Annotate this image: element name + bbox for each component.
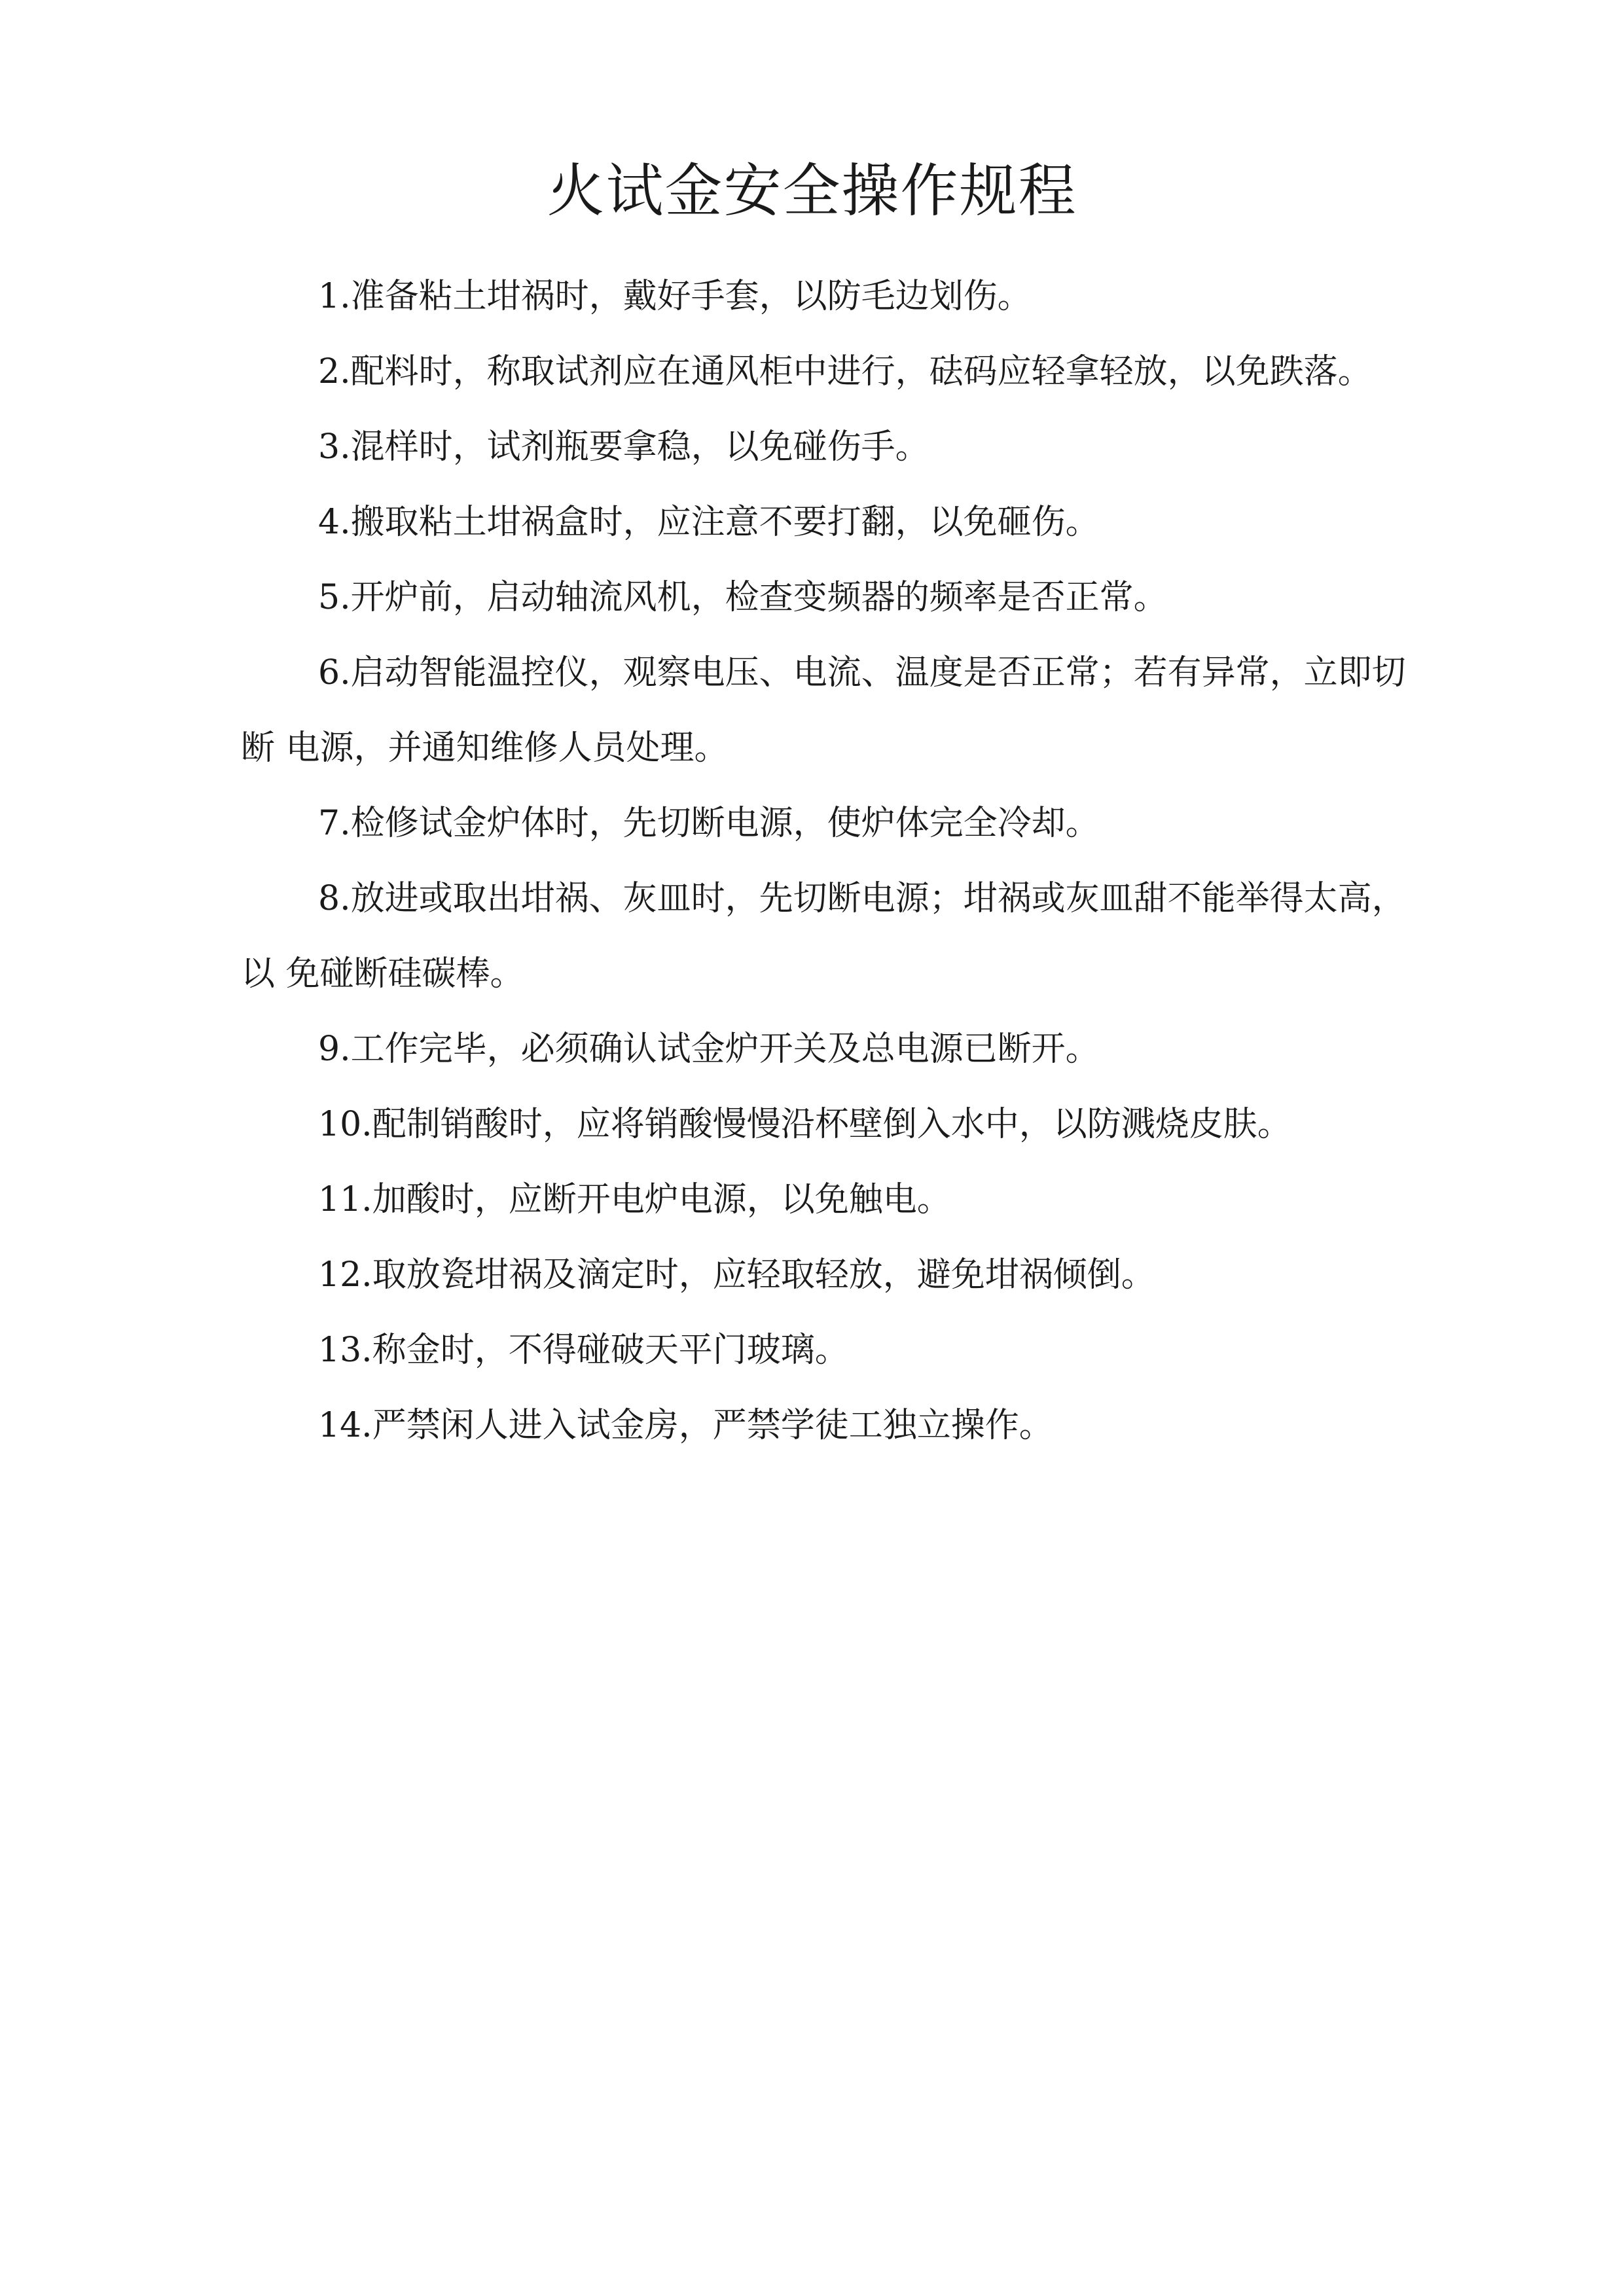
rule-item-7: 7.检修试金炉体时，先切断电源，使炉体完全冷却。 bbox=[318, 804, 1100, 843]
rule-item-3: 3.混样时，试剂瓶要拿稳，以免碰伤手。 bbox=[318, 427, 929, 467]
rule-item-10: 10.配制销酸时，应将销酸慢慢沿杯壁倒入水中，以防溅烧皮肤。 bbox=[318, 1105, 1291, 1144]
rule-item-1: 1.准备粘土坩祸时，戴好手套，以防毛边划伤。 bbox=[318, 277, 1032, 316]
rule-item-9: 9.工作完毕，必须确认试金炉开关及总电源已断开。 bbox=[318, 1030, 1100, 1069]
rule-item-2: 2.配料时，称取试剂应在通风柜中进行，砝码应轻拿轻放，以免跌落。 bbox=[318, 352, 1372, 391]
rule-item-14: 14.严禁闲人进入试金房，严禁学徒工独立操作。 bbox=[318, 1406, 1053, 1445]
rule-item-5: 5.开炉前，启动轴流风机，检查变频器的频率是否正常。 bbox=[318, 578, 1168, 617]
rule-item-12: 12.取放瓷坩祸及滴定时，应轻取轻放，避免坩祸倾倒。 bbox=[318, 1255, 1155, 1295]
rule-item-8: 8.放进或取出坩祸、灰皿时，先切断电源；坩祸或灰皿甜不能举得太高，以 免碰断硅碳棒。 bbox=[241, 879, 1406, 994]
rule-item-11: 11.加酸时，应断开电炉电源，以免触电。 bbox=[318, 1180, 951, 1219]
rule-item-6: 6.启动智能温控仪，观察电压、电流、温度是否正常；若有异常，立即切断 电源，并通知维修人员处理。 bbox=[241, 653, 1406, 768]
rules-list bbox=[241, 259, 1406, 1463]
rule-item-13: 13.称金时，不得碰破天平门玻璃。 bbox=[318, 1331, 849, 1370]
rule-item-4: 4.搬取粘土坩祸盒时，应注意不要打翻，以免砸伤。 bbox=[318, 503, 1100, 542]
document-title: 火试金安全操作规程 bbox=[547, 157, 1077, 224]
